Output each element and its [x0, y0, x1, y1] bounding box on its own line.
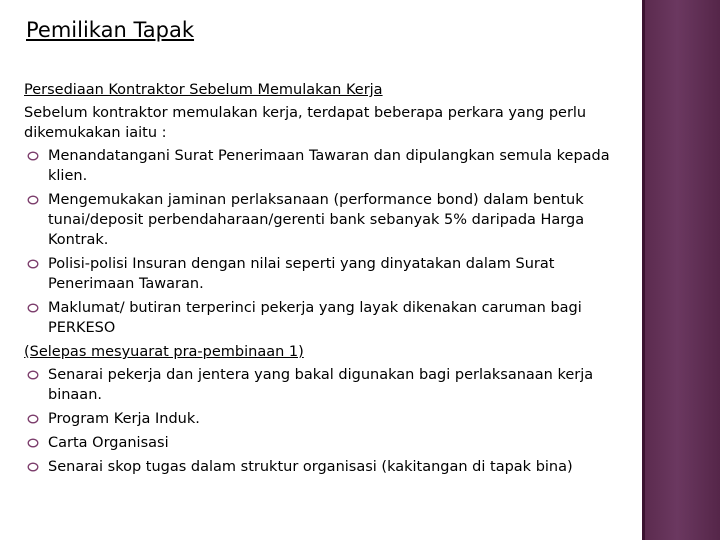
- list-item: [24, 298, 636, 338]
- list-item: [24, 365, 636, 405]
- decorative-sidebar: [642, 0, 720, 540]
- list-item: [24, 409, 636, 429]
- list-item: [24, 457, 636, 477]
- bullet-icon: [27, 462, 39, 472]
- bullet-list-before: [24, 146, 636, 338]
- bullet-icon: [27, 151, 39, 161]
- list-item-text: Carta Organisasi: [48, 435, 169, 451]
- bullet-icon: [27, 195, 39, 205]
- list-item-text: Maklumat/ butiran terperinci pekerja yang layak dikenakan caruman bagi PERKESO: [48, 300, 582, 336]
- bullet-icon: [27, 414, 39, 424]
- slide-title: Pemilikan Tapak: [26, 18, 195, 42]
- list-item-text: Mengemukakan jaminan perlaksanaan (performance bond) dalam bentuk tunai/deposit perbendaharaan/gerenti bank sebanyak 5% daripada Harga Kontrak.: [48, 192, 585, 248]
- list-item: [24, 433, 636, 453]
- bullet-icon: [27, 303, 39, 313]
- bullet-icon: [27, 370, 39, 380]
- list-item-text: Program Kerja Induk.: [48, 411, 200, 427]
- section-heading: Persediaan Kontraktor Sebelum Memulakan Kerja: [24, 82, 383, 98]
- bullet-list-after: [24, 365, 636, 477]
- list-item-text: Senarai pekerja dan jentera yang bakal digunakan bagi perlaksanaan kerja binaan.: [48, 367, 594, 403]
- list-item-text: Menandatangani Surat Penerimaan Tawaran dan dipulangkan semula kepada klien.: [48, 148, 610, 184]
- list-item-text: Senarai skop tugas dalam struktur organisasi (kakitangan di tapak bina): [48, 459, 573, 475]
- bullet-icon: [27, 438, 39, 448]
- bullet-icon: [27, 259, 39, 269]
- list-item: [24, 146, 636, 186]
- list-item: [24, 190, 636, 250]
- list-item-text: Polisi-polisi Insuran dengan nilai seperti yang dinyatakan dalam Surat Penerimaan Tawaran.: [48, 256, 555, 292]
- list-item: [24, 254, 636, 294]
- subheading: (Selepas mesyuarat pra-pembinaan 1): [24, 344, 304, 360]
- slide-body: [24, 80, 636, 481]
- intro-paragraph: Sebelum kontraktor memulakan kerja, terdapat beberapa perkara yang perlu dikemukakan iaitu :: [24, 105, 587, 141]
